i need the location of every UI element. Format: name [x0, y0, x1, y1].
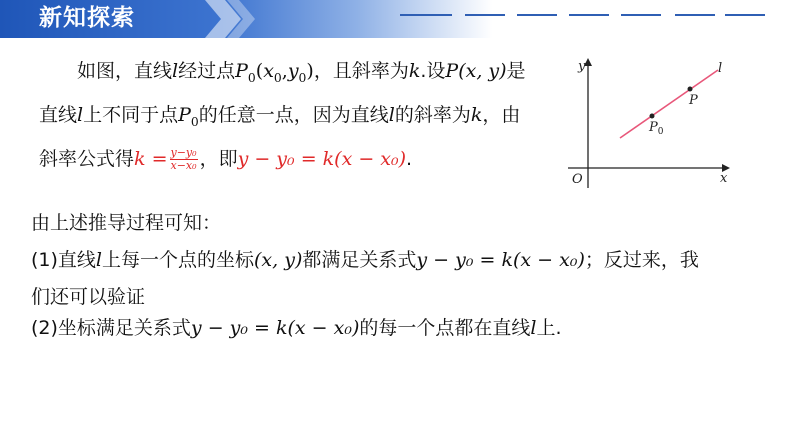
header-dash — [400, 14, 452, 16]
y-axis-label: y — [578, 59, 586, 74]
x-axis-label: x — [720, 171, 728, 186]
header-chevron-decoration — [205, 0, 265, 38]
section-title: 新知探索 — [39, 5, 135, 31]
point-p-label: P — [689, 93, 698, 108]
derivation-conclusion-heading: 由上述推导过程可知： — [31, 212, 222, 234]
point-p — [688, 87, 693, 92]
line-l — [620, 70, 718, 138]
point-p0 — [650, 114, 655, 119]
header-dash — [621, 14, 661, 16]
line-l-label: l — [718, 61, 723, 76]
slope-fraction: $\frac{\text{y−y₀}}{\text{x−x₀}}$ — [170, 145, 197, 172]
header-dash — [725, 14, 765, 16]
point-slope-equation: y − y₀ = k(x − x₀) — [237, 147, 407, 170]
header-dash — [569, 14, 609, 16]
coordinate-figure — [560, 52, 740, 194]
header-dash — [465, 14, 505, 16]
intro-paragraph: 如图，直线l经过点$P_0(x_0,y_0)$，且斜率为k.设P(x, y)是 直线l上不同于点$P_0$的任意一点，因为直线l的斜率为k，由 斜率公式得k = $\frac{\text{y−y₀}}{\text{x−x₀}}$ ，即y − y₀ = k(x − x₀). — [39, 60, 526, 172]
statement-1-line-b: 们还可以验证 — [31, 286, 146, 308]
statement-1-line-a: (1)直线l上每一个点的坐标(x, y)都满足关系式y − y₀ = k(x − x₀)；反过来，我 — [31, 249, 699, 271]
point-p0-label: $P_0$ — [649, 120, 664, 137]
header-dash — [675, 14, 715, 16]
header-dash — [517, 14, 557, 16]
statement-2: (2)坐标满足关系式y − y₀ = k(x − x₀)的每一个点都在直线l上. — [31, 317, 562, 339]
origin-label: O — [572, 172, 583, 187]
slope-k-equals: k = — [134, 147, 168, 170]
